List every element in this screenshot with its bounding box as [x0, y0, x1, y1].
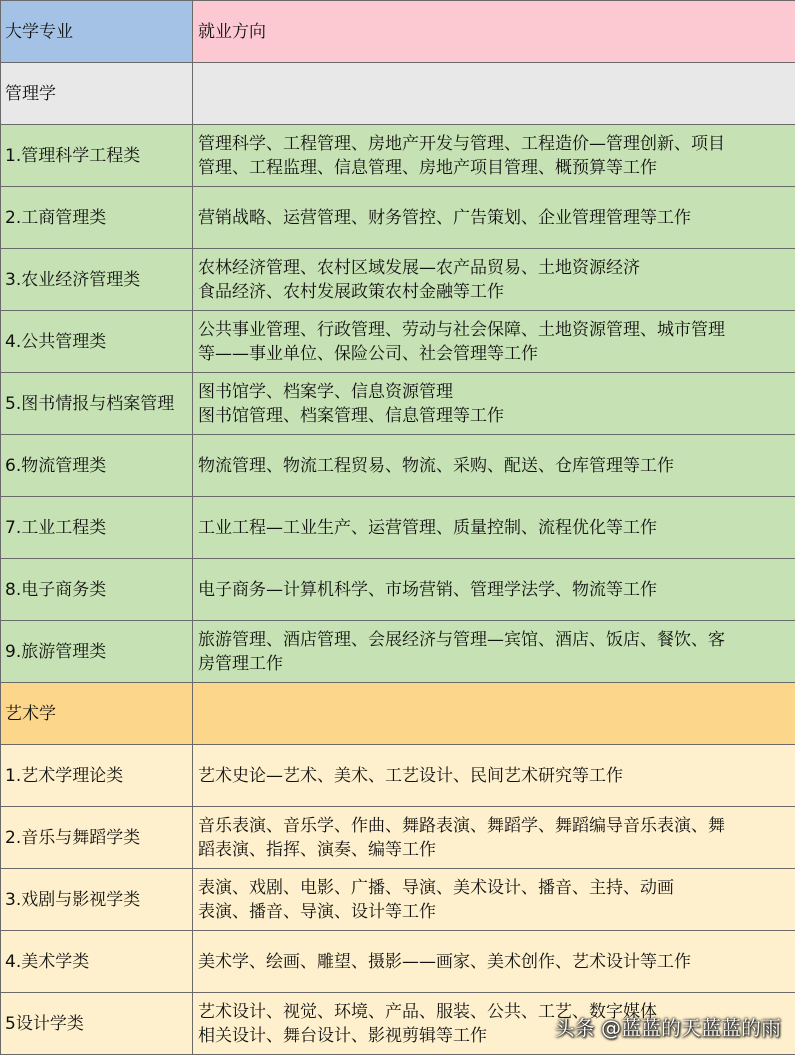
career-line: 营销战略、运营管理、财务管控、广告策划、企业管理管理等工作 — [198, 207, 691, 228]
career-direction — [193, 807, 795, 869]
career-line: 管理科学、工程管理、房地产开发与管理、工程造价—管理创新、项目 — [198, 133, 725, 154]
major-name: 4.美术学类 — [1, 931, 193, 993]
table-row — [1, 373, 795, 435]
table-row — [1, 869, 795, 931]
header-row — [1, 1, 795, 63]
section-title-management: 管理学 — [1, 63, 193, 125]
career-line: 物流管理、物流工程贸易、物流、采购、配送、仓库管理等工作 — [198, 455, 674, 476]
career-line: 图书馆学、档案学、信息资源管理 — [198, 381, 453, 402]
major-name: 1.管理科学工程类 — [1, 125, 193, 187]
career-line: 相关设计、舞台设计、影视剪辑等工作 — [198, 1025, 487, 1046]
career-direction — [193, 249, 795, 311]
career-line: 表演、戏剧、电影、广播、导演、美术设计、播音、主持、动画 — [198, 877, 674, 898]
career-direction — [193, 125, 795, 187]
section-empty-cell — [193, 63, 795, 125]
watermark: 头条 @蓝蓝的天蓝蓝的雨 — [554, 1016, 781, 1040]
major-name: 5.图书情报与档案管理 — [1, 373, 193, 435]
career-line: 电子商务—计算机科学、市场营销、管理学法学、物流等工作 — [198, 579, 657, 600]
career-line: 等——事业单位、保险公司、社会管理等工作 — [198, 343, 538, 364]
table-row — [1, 125, 795, 187]
career-line: 食品经济、农村发展政策农村金融等工作 — [198, 281, 504, 302]
career-direction — [193, 869, 795, 931]
career-direction — [193, 435, 795, 497]
header-career: 就业方向 — [193, 1, 795, 63]
section-empty-cell — [193, 683, 795, 745]
major-name: 2.音乐与舞蹈学类 — [1, 807, 193, 869]
career-line: 艺术史论—艺术、美术、工艺设计、民间艺术研究等工作 — [198, 765, 623, 786]
career-line: 旅游管理、酒店管理、会展经济与管理—宾馆、酒店、饭店、餐饮、客 — [198, 629, 725, 650]
career-line: 表演、播音、导演、设计等工作 — [198, 901, 436, 922]
career-line: 音乐表演、音乐学、作曲、舞路表演、舞蹈学、舞蹈编导音乐表演、舞 — [198, 815, 725, 836]
career-line: 管理、工程监理、信息管理、房地产项目管理、概预算等工作 — [198, 157, 657, 178]
table-row — [1, 497, 795, 559]
major-name: 3.戏剧与影视学类 — [1, 869, 193, 931]
career-line: 蹈表演、指挥、演奏、编等工作 — [198, 839, 436, 860]
career-direction — [193, 311, 795, 373]
career-direction — [193, 373, 795, 435]
major-name: 2.工商管理类 — [1, 187, 193, 249]
career-line: 房管理工作 — [198, 653, 283, 674]
career-line: 农林经济管理、农村区域发展—农产品贸易、土地资源经济 — [198, 257, 640, 278]
major-name: 8.电子商务类 — [1, 559, 193, 621]
section-title-art: 艺术学 — [1, 683, 193, 745]
header-major: 大学专业 — [1, 1, 193, 63]
career-line: 工业工程—工业生产、运营管理、质量控制、流程优化等工作 — [198, 517, 657, 538]
major-name: 5设计学类 — [1, 993, 193, 1055]
career-line: 公共事业管理、行政管理、劳动与社会保障、土地资源管理、城市管理 — [198, 319, 725, 340]
table-row — [1, 249, 795, 311]
career-direction — [193, 745, 795, 807]
major-name: 4.公共管理类 — [1, 311, 193, 373]
career-line: 艺术设计、视觉、环境、产品、服装、公共、工艺、数字媒体 — [198, 1001, 657, 1022]
table-row — [1, 187, 795, 249]
table-row — [1, 311, 795, 373]
career-direction — [193, 187, 795, 249]
career-direction — [193, 931, 795, 993]
table-row — [1, 745, 795, 807]
table-row — [1, 435, 795, 497]
career-direction — [193, 497, 795, 559]
major-name: 3.农业经济管理类 — [1, 249, 193, 311]
major-name: 9.旅游管理类 — [1, 621, 193, 683]
career-direction — [193, 621, 795, 683]
career-direction — [193, 559, 795, 621]
section-row-management — [1, 63, 795, 125]
major-name: 6.物流管理类 — [1, 435, 193, 497]
table-row — [1, 931, 795, 993]
major-name: 1.艺术学理论类 — [1, 745, 193, 807]
career-line: 图书馆管理、档案管理、信息管理等工作 — [198, 405, 504, 426]
major-name: 7.工业工程类 — [1, 497, 193, 559]
career-line: 美术学、绘画、雕望、摄影——画家、美术创作、艺术设计等工作 — [198, 951, 691, 972]
table-row — [1, 559, 795, 621]
table-row — [1, 807, 795, 869]
section-row-art — [1, 683, 795, 745]
table-row — [1, 621, 795, 683]
